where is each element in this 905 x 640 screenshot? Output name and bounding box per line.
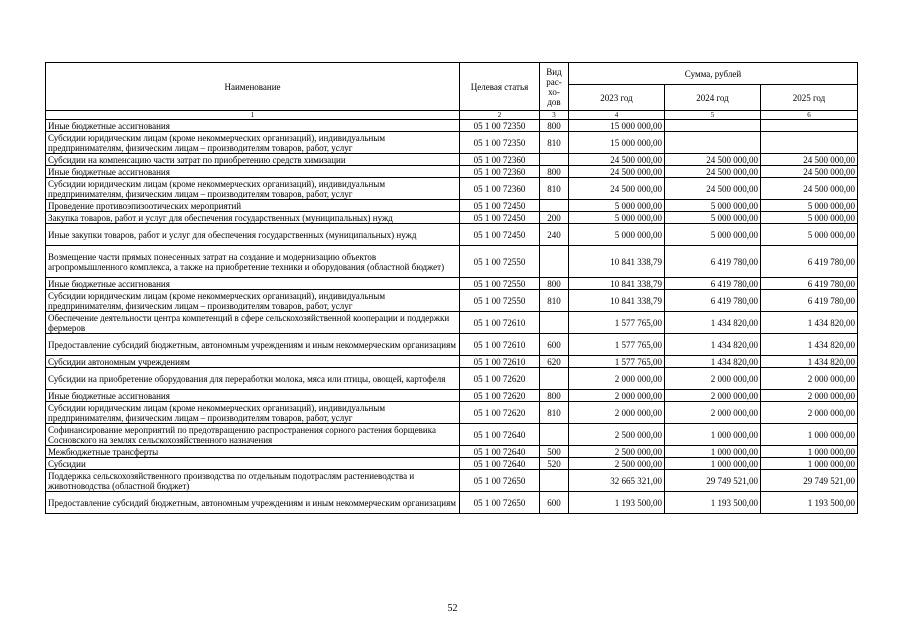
table-row	[46, 356, 858, 368]
row-expense-type: 810	[540, 290, 569, 312]
row-target-article: 05 1 00 72550	[460, 278, 540, 290]
row-amount-2023: 24 500 000,00	[569, 166, 665, 178]
row-target-article: 05 1 00 72550	[460, 246, 540, 278]
row-amount-2023: 5 000 000,00	[569, 224, 665, 246]
row-amount-2024	[665, 132, 761, 154]
table-row	[46, 166, 858, 178]
row-name: Закупка товаров, работ и услуг для обеспечения государственных (муниципальных) нужд	[46, 212, 460, 224]
row-amount-2023: 2 000 000,00	[569, 368, 665, 390]
row-amount-2025: 2 000 000,00	[761, 390, 858, 402]
row-amount-2023: 10 841 338,79	[569, 246, 665, 278]
row-expense-type	[540, 470, 569, 492]
row-target-article: 05 1 00 72620	[460, 368, 540, 390]
row-amount-2025: 5 000 000,00	[761, 224, 858, 246]
row-amount-2025	[761, 120, 858, 132]
row-amount-2024: 5 000 000,00	[665, 224, 761, 246]
row-amount-2023: 1 577 765,00	[569, 334, 665, 356]
row-amount-2023: 2 500 000,00	[569, 446, 665, 458]
row-target-article: 05 1 00 72350	[460, 120, 540, 132]
row-amount-2023: 2 500 000,00	[569, 424, 665, 446]
row-name: Межбюджетные трансферты	[46, 446, 460, 458]
row-name: Иные бюджетные ассигнования	[46, 166, 460, 178]
row-amount-2025: 6 419 780,00	[761, 290, 858, 312]
row-expense-type: 800	[540, 278, 569, 290]
row-amount-2025: 1 000 000,00	[761, 424, 858, 446]
table-row	[46, 492, 858, 514]
table-row	[46, 132, 858, 154]
column-index: 5	[665, 111, 761, 120]
table-row	[46, 458, 858, 470]
row-amount-2024: 24 500 000,00	[665, 166, 761, 178]
row-target-article: 05 1 00 72450	[460, 200, 540, 212]
row-amount-2023: 24 500 000,00	[569, 154, 665, 166]
row-amount-2024: 1 434 820,00	[665, 334, 761, 356]
row-expense-type: 200	[540, 212, 569, 224]
row-name: Субсидии юридическим лицам (кроме некоммерческих организаций), индивидуальным предпринимателям, физическим лицам – производителям товаров, работ, услуг	[46, 132, 460, 154]
row-expense-type: 810	[540, 178, 569, 200]
row-amount-2024: 5 000 000,00	[665, 212, 761, 224]
row-target-article: 05 1 00 72550	[460, 290, 540, 312]
column-index: 1	[46, 111, 460, 120]
row-target-article: 05 1 00 72620	[460, 390, 540, 402]
row-expense-type	[540, 246, 569, 278]
table-row	[46, 424, 858, 446]
row-amount-2025: 1 434 820,00	[761, 334, 858, 356]
column-index: 6	[761, 111, 858, 120]
table-row	[46, 368, 858, 390]
row-amount-2023: 5 000 000,00	[569, 200, 665, 212]
row-name: Предоставление субсидий бюджетным, автономным учреждениям и иным некоммерческим организациям	[46, 492, 460, 514]
row-target-article: 05 1 00 72650	[460, 470, 540, 492]
row-expense-type	[540, 424, 569, 446]
table-row	[46, 120, 858, 132]
row-amount-2025: 24 500 000,00	[761, 154, 858, 166]
row-expense-type: 600	[540, 334, 569, 356]
row-amount-2023: 1 193 500,00	[569, 492, 665, 514]
row-name: Софинансирование мероприятий по предотвращению распространения сорного растения борщевика Сосновского на землях сельскохозяйственного назначения	[46, 424, 460, 446]
row-amount-2025: 24 500 000,00	[761, 178, 858, 200]
table-row	[46, 154, 858, 166]
table-row	[46, 212, 858, 224]
row-expense-type: 240	[540, 224, 569, 246]
table-row	[46, 312, 858, 334]
row-name: Субсидии юридическим лицам (кроме некоммерческих организаций), индивидуальным предпринимателям, физическим лицам – производителям товаров, работ, услуг	[46, 402, 460, 424]
row-amount-2023: 10 841 338,79	[569, 290, 665, 312]
row-amount-2024: 24 500 000,00	[665, 154, 761, 166]
table-row	[46, 390, 858, 402]
header-name: Наименование	[46, 63, 460, 111]
row-name: Субсидии автономным учреждениям	[46, 356, 460, 368]
row-amount-2024: 2 000 000,00	[665, 402, 761, 424]
row-expense-type: 500	[540, 446, 569, 458]
row-name: Субсидии юридическим лицам (кроме некоммерческих организаций), индивидуальным предпринимателям, физическим лицам – производителям товаров, работ, услуг	[46, 290, 460, 312]
column-index: 3	[540, 111, 569, 120]
row-target-article: 05 1 00 72350	[460, 132, 540, 154]
table-row	[46, 200, 858, 212]
page-number: 52	[447, 603, 458, 614]
row-amount-2023: 24 500 000,00	[569, 178, 665, 200]
row-amount-2023: 2 000 000,00	[569, 402, 665, 424]
row-name: Проведение противоэпизоотических мероприятий	[46, 200, 460, 212]
row-amount-2025: 1 000 000,00	[761, 446, 858, 458]
header-expense-type: Вид рас- хо- дов	[540, 63, 569, 111]
table-row	[46, 246, 858, 278]
row-expense-type	[540, 200, 569, 212]
column-index-row	[46, 111, 858, 120]
row-expense-type: 810	[540, 132, 569, 154]
row-target-article: 05 1 00 72620	[460, 402, 540, 424]
row-amount-2024: 24 500 000,00	[665, 178, 761, 200]
row-name: Иные бюджетные ассигнования	[46, 120, 460, 132]
row-amount-2024: 29 749 521,00	[665, 470, 761, 492]
row-target-article: 05 1 00 72640	[460, 446, 540, 458]
row-amount-2023: 32 665 321,00	[569, 470, 665, 492]
budget-table	[45, 62, 858, 514]
row-amount-2024: 6 419 780,00	[665, 246, 761, 278]
row-amount-2024: 1 000 000,00	[665, 458, 761, 470]
row-amount-2025: 2 000 000,00	[761, 402, 858, 424]
row-amount-2023: 15 000 000,00	[569, 132, 665, 154]
row-name: Иные бюджетные ассигнования	[46, 390, 460, 402]
table-row	[46, 402, 858, 424]
row-name: Иные закупки товаров, работ и услуг для обеспечения государственных (муниципальных) нужд	[46, 224, 460, 246]
header-year-2023: 2023 год	[569, 85, 665, 111]
row-expense-type	[540, 154, 569, 166]
row-target-article: 05 1 00 72360	[460, 178, 540, 200]
header-year-2025: 2025 год	[761, 85, 858, 111]
row-amount-2023: 15 000 000,00	[569, 120, 665, 132]
table-row	[46, 278, 858, 290]
row-name: Субсидии на компенсацию части затрат по приобретению средств химизации	[46, 154, 460, 166]
row-target-article: 05 1 00 72360	[460, 154, 540, 166]
table-row	[46, 178, 858, 200]
row-expense-type	[540, 368, 569, 390]
row-amount-2024: 1 193 500,00	[665, 492, 761, 514]
row-name: Обеспечение деятельности центра компетенций в сфере сельскохозяйственной кооперации и поддержки фермеров	[46, 312, 460, 334]
row-amount-2025: 5 000 000,00	[761, 200, 858, 212]
column-index: 4	[569, 111, 665, 120]
header-target-article: Целевая статья	[460, 63, 540, 111]
row-target-article: 05 1 00 72610	[460, 334, 540, 356]
row-amount-2025	[761, 132, 858, 154]
row-amount-2025: 5 000 000,00	[761, 212, 858, 224]
row-amount-2023: 2 000 000,00	[569, 390, 665, 402]
row-amount-2025: 1 000 000,00	[761, 458, 858, 470]
row-amount-2024: 6 419 780,00	[665, 290, 761, 312]
row-name: Иные бюджетные ассигнования	[46, 278, 460, 290]
table-row	[46, 446, 858, 458]
row-expense-type: 810	[540, 402, 569, 424]
row-amount-2023: 2 500 000,00	[569, 458, 665, 470]
row-amount-2025: 6 419 780,00	[761, 246, 858, 278]
row-amount-2023: 1 577 765,00	[569, 356, 665, 368]
row-expense-type: 520	[540, 458, 569, 470]
row-amount-2024	[665, 120, 761, 132]
row-amount-2024: 5 000 000,00	[665, 200, 761, 212]
row-amount-2024: 2 000 000,00	[665, 390, 761, 402]
table-row	[46, 224, 858, 246]
row-expense-type: 600	[540, 492, 569, 514]
row-amount-2025: 1 434 820,00	[761, 356, 858, 368]
row-expense-type: 620	[540, 356, 569, 368]
row-target-article: 05 1 00 72360	[460, 166, 540, 178]
row-amount-2025: 6 419 780,00	[761, 278, 858, 290]
column-index: 2	[460, 111, 540, 120]
row-expense-type: 800	[540, 120, 569, 132]
row-expense-type: 800	[540, 166, 569, 178]
row-amount-2025: 1 434 820,00	[761, 312, 858, 334]
row-expense-type	[540, 312, 569, 334]
table-row	[46, 334, 858, 356]
row-name: Поддержка сельскохозяйственного производства по отдельным подотраслям растениеводства и животноводства (областной бюджет)	[46, 470, 460, 492]
row-amount-2025: 1 193 500,00	[761, 492, 858, 514]
row-target-article: 05 1 00 72450	[460, 224, 540, 246]
header-sum: Сумма, рублей	[569, 63, 858, 85]
row-amount-2023: 10 841 338,79	[569, 278, 665, 290]
row-amount-2024: 1 000 000,00	[665, 446, 761, 458]
row-amount-2025: 24 500 000,00	[761, 166, 858, 178]
row-name: Возмещение части прямых понесенных затрат на создание и модернизацию объектов агропромышленного комплекса, а также на приобретение техники и оборудования (областной бюджет)	[46, 246, 460, 278]
row-amount-2024: 1 434 820,00	[665, 356, 761, 368]
row-target-article: 05 1 00 72610	[460, 312, 540, 334]
table-row	[46, 290, 858, 312]
row-amount-2025: 2 000 000,00	[761, 368, 858, 390]
row-name: Субсидии юридическим лицам (кроме некоммерческих организаций), индивидуальным предпринимателям, физическим лицам – производителям товаров, работ, услуг	[46, 178, 460, 200]
table-row	[46, 470, 858, 492]
row-target-article: 05 1 00 72650	[460, 492, 540, 514]
row-name: Предоставление субсидий бюджетным, автономным учреждениям и иным некоммерческим организациям	[46, 334, 460, 356]
header-year-2024: 2024 год	[665, 85, 761, 111]
row-target-article: 05 1 00 72610	[460, 356, 540, 368]
row-expense-type: 800	[540, 390, 569, 402]
row-name: Субсидии на приобретение оборудования для переработки молока, мяса или птицы, овощей, картофеля	[46, 368, 460, 390]
row-amount-2024: 2 000 000,00	[665, 368, 761, 390]
row-target-article: 05 1 00 72640	[460, 458, 540, 470]
row-name: Субсидии	[46, 458, 460, 470]
row-target-article: 05 1 00 72640	[460, 424, 540, 446]
row-amount-2024: 6 419 780,00	[665, 278, 761, 290]
row-target-article: 05 1 00 72450	[460, 212, 540, 224]
row-amount-2023: 5 000 000,00	[569, 212, 665, 224]
row-amount-2023: 1 577 765,00	[569, 312, 665, 334]
row-amount-2024: 1 000 000,00	[665, 424, 761, 446]
row-amount-2024: 1 434 820,00	[665, 312, 761, 334]
row-amount-2025: 29 749 521,00	[761, 470, 858, 492]
